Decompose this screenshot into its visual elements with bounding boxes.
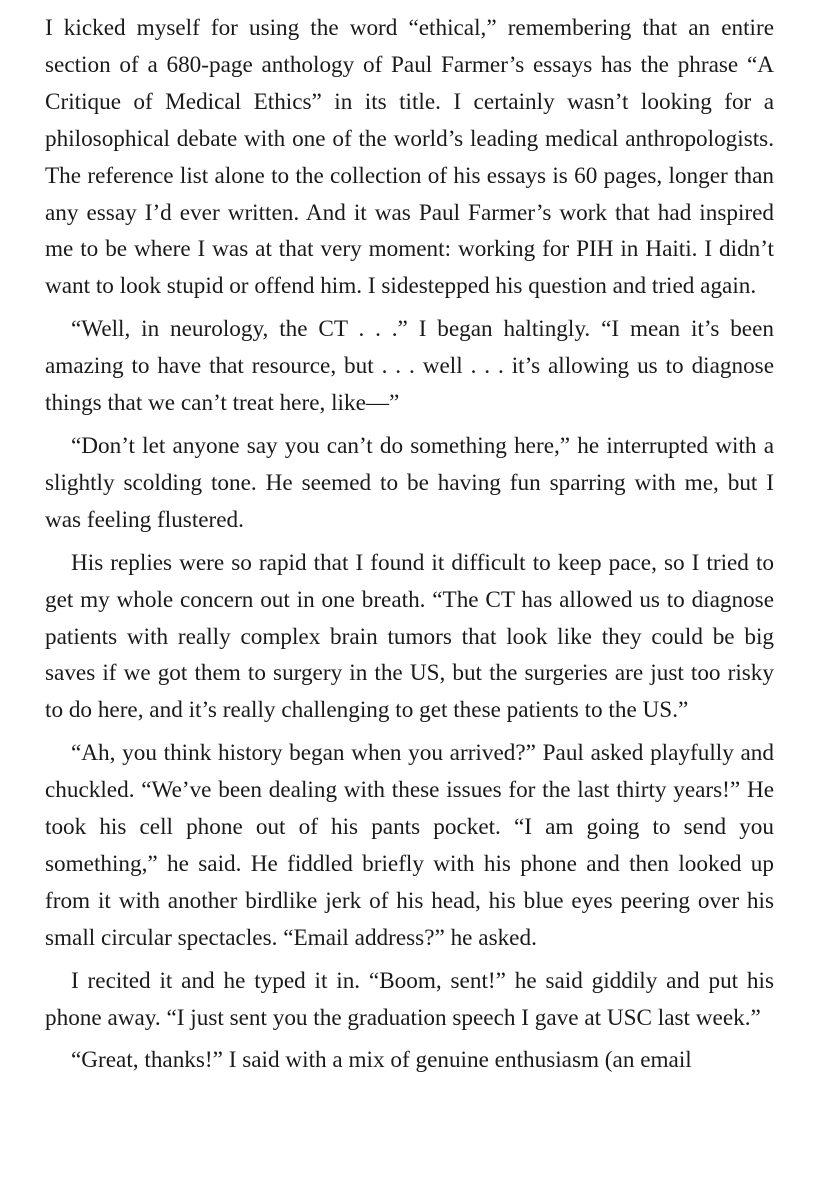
paragraph-ethical-critique: I kicked myself for using the word “ethical,” remembering that an entire section of a 680-page anthology of Paul Farmer’s essays has the phrase “A Critique of Medical Ethics” in its title. I certainly wasn’t looking for a philosophical debate with one of the world’s leading medical anthropologists. The reference list alone to the collection of his essays is 60 pages, longer than any essay I’d ever written. And it was Paul Farmer’s work that had inspired me to be where I was at that very moment: working for PIH in Haiti. I didn’t want to look stupid or offend him. I sidestepped his question and tried again.: [45, 15, 774, 300]
paragraph-history-began: “Ah, you think history began when you arrived?” Paul asked playfully and chuckled. “We’ve been dealing with these issues for the last thirty years!” He took his cell phone out of his pants pocket. “I am going to send you something,” he said. He fiddled briefly with his phone and then looked up from it with another birdlike jerk of his head, his blue eyes peering over his small circular spectacles. “Email address?” he asked.: [45, 740, 774, 951]
paragraph-great-thanks: “Great, thanks!” I said with a mix of genuine enthusiasm (an email: [71, 1047, 692, 1074]
paragraph-boom-sent: I recited it and he typed it in. “Boom, sent!” he said giddily and put his phone away. “I just sent you the graduation speech I gave at USC last week.”: [45, 967, 774, 1031]
paragraph-rapid-replies: His replies were so rapid that I found it difficult to keep pace, so I tried to get my whole concern out in one breath. “The CT has allowed us to diagnose patients with really complex brain tumors that look like they could be big saves if we got them to surgery in the US, but the surgeries are just too risky to do here, and it’s really challenging to get these patients to the US.”: [45, 549, 774, 724]
paragraph-dont-let-anyone: “Don’t let anyone say you can’t do something here,” he interrupted with a slightly scolding tone. He seemed to be having fun sparring with me, but I was feeling flustered.: [45, 432, 774, 533]
paragraph-neurology-ct: “Well, in neurology, the CT . . .” I began haltingly. “I mean it’s been amazing to have that resource, but . . . well . . . it’s allowing us to diagnose things that we can’t treat here, like—”: [45, 316, 774, 417]
